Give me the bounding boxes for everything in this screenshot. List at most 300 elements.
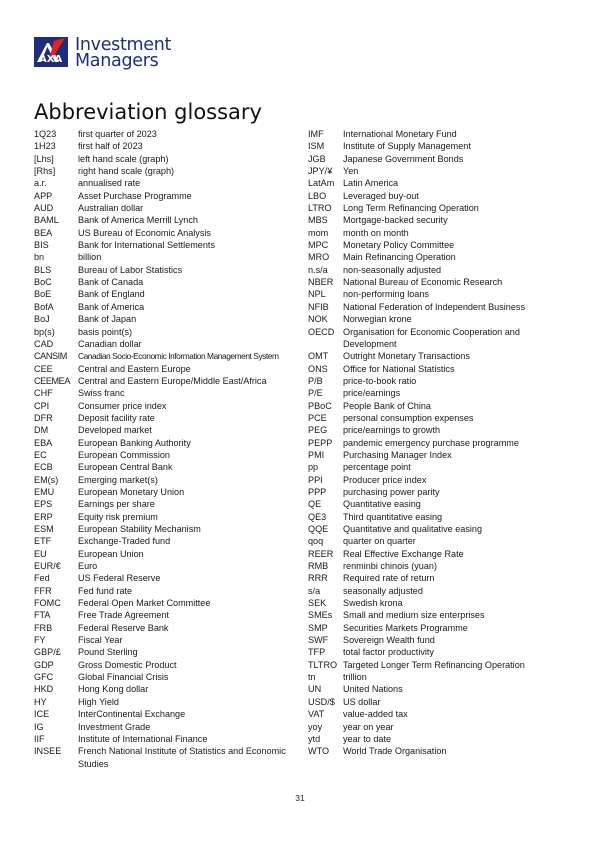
- glossary-definition: Quantitative easing: [343, 499, 421, 510]
- glossary-definition: Bank of Canada: [78, 277, 144, 288]
- glossary-abbreviation: CEE: [34, 363, 53, 374]
- glossary-abbreviation: EPS: [34, 499, 53, 510]
- glossary-definition: annualised rate: [78, 178, 141, 189]
- glossary-definition: Free Trade Agreement: [78, 610, 169, 621]
- glossary-abbreviation: MRO: [308, 252, 330, 263]
- glossary-abbreviation: UN: [308, 684, 322, 695]
- glossary-entry: [34, 733, 294, 745]
- glossary-abbreviation: NFIB: [308, 301, 329, 312]
- glossary-abbreviation: IIF: [34, 733, 45, 744]
- glossary-abbreviation: BIS: [34, 240, 49, 251]
- glossary-abbreviation: USD/$: [308, 696, 335, 707]
- glossary-definition: Pound Sterling: [78, 647, 138, 658]
- glossary-definition: Institute of Supply Management: [343, 141, 471, 152]
- glossary-entry: [308, 659, 570, 671]
- glossary-entry: [308, 412, 570, 424]
- glossary-abbreviation: CANSIM: [34, 351, 67, 362]
- glossary-definition: US dollar: [343, 696, 381, 707]
- glossary-definition: Purchasing Manager Index: [343, 449, 452, 460]
- glossary-abbreviation: NBER: [308, 277, 334, 288]
- glossary-definition: seasonally adjusted: [343, 585, 423, 596]
- glossary-abbreviation: ETF: [34, 536, 52, 547]
- glossary-definition: Sovereign Wealth fund: [343, 635, 435, 646]
- glossary-entry: [308, 535, 570, 547]
- glossary-definition: Producer price index: [343, 474, 427, 485]
- glossary-entry: [34, 523, 294, 535]
- glossary-abbreviation: CPI: [34, 400, 50, 411]
- glossary-definition: Euro: [78, 561, 98, 572]
- glossary-definition: InterContinental Exchange: [78, 709, 186, 720]
- glossary-definition: purchasing power parity: [343, 486, 440, 497]
- glossary-entry: [308, 400, 570, 412]
- glossary-abbreviation: MPC: [308, 240, 329, 251]
- glossary-abbreviation: QE3: [308, 511, 327, 522]
- glossary-entry: [34, 288, 294, 300]
- glossary-abbreviation: P/B: [308, 375, 323, 386]
- glossary-entry: [308, 511, 570, 523]
- glossary-entry: [308, 375, 570, 387]
- glossary-abbreviation: [Rhs]: [34, 166, 56, 177]
- glossary-abbreviation: Fed: [34, 573, 50, 584]
- glossary-entry: [308, 177, 570, 189]
- glossary-abbreviation: EBA: [34, 437, 53, 448]
- glossary-entry: [34, 214, 294, 226]
- glossary-entry: [34, 387, 294, 399]
- glossary-definition: Swiss franc: [78, 388, 125, 399]
- glossary-abbreviation: BEA: [34, 227, 53, 238]
- glossary-entry: [34, 350, 294, 362]
- glossary-entry: [34, 375, 294, 387]
- glossary-entry: [308, 683, 570, 695]
- glossary-definition: Federal Open Market Committee: [78, 598, 211, 609]
- glossary-definition: Fed fund rate: [78, 585, 133, 596]
- glossary-entry: [308, 326, 570, 351]
- glossary-abbreviation: CAD: [34, 338, 54, 349]
- glossary-definition: European Union: [78, 548, 144, 559]
- glossary-right-column: [308, 128, 570, 758]
- glossary-abbreviation: GDP: [34, 659, 54, 670]
- glossary-definition: Institute of International Finance: [78, 733, 208, 744]
- glossary-definition: International Monetary Fund: [343, 129, 457, 139]
- glossary-entry: [34, 424, 294, 436]
- glossary-entry: [308, 313, 570, 325]
- glossary-entry: [308, 671, 570, 683]
- glossary-entry: [308, 646, 570, 658]
- glossary-entry: [308, 350, 570, 362]
- glossary-definition: Small and medium size enterprises: [343, 610, 485, 621]
- glossary-abbreviation: bn: [34, 252, 45, 263]
- glossary-definition: European Monetary Union: [78, 486, 185, 497]
- glossary-abbreviation: OECD: [308, 326, 335, 337]
- glossary-abbreviation: PBoC: [308, 400, 332, 411]
- glossary-definition: first quarter of 2023: [78, 129, 157, 139]
- glossary-entry: [308, 585, 570, 597]
- glossary-definition: Fiscal Year: [78, 635, 123, 646]
- glossary-definition: Earnings per share: [78, 499, 155, 510]
- glossary-entry: [34, 745, 294, 770]
- glossary-entry: [34, 560, 294, 572]
- glossary-abbreviation: OMT: [308, 351, 329, 362]
- glossary-definition: Japanese Government Bonds: [343, 153, 464, 164]
- glossary-abbreviation: LBO: [308, 190, 327, 201]
- glossary-definition: left hand scale (graph): [78, 153, 169, 164]
- glossary-definition: Norwegian krone: [343, 314, 412, 325]
- glossary-definition: Bank of England: [78, 289, 145, 300]
- glossary-abbreviation: ICE: [34, 709, 50, 720]
- glossary-abbreviation: FTA: [34, 610, 51, 621]
- glossary-definition: percentage point: [343, 462, 411, 473]
- glossary-abbreviation: LTRO: [308, 203, 332, 214]
- glossary-definition: Gross Domestic Product: [78, 659, 177, 670]
- glossary-definition: price/earnings: [343, 388, 401, 399]
- glossary-entry: [34, 153, 294, 165]
- glossary-abbreviation: ESM: [34, 524, 54, 534]
- glossary-abbreviation: JPY/¥: [308, 166, 333, 177]
- glossary-abbreviation: a.r.: [34, 178, 47, 189]
- glossary-entry: [308, 486, 570, 498]
- glossary-entry: [308, 572, 570, 584]
- glossary-entry: [34, 696, 294, 708]
- glossary-abbreviation: NPL: [308, 289, 326, 300]
- glossary-entry: [308, 437, 570, 449]
- glossary-entry: [34, 165, 294, 177]
- glossary-definition: total factor productivity: [343, 647, 434, 658]
- glossary-abbreviation: RRR: [308, 573, 328, 584]
- glossary-entry: [308, 251, 570, 263]
- glossary-abbreviation: BoJ: [34, 314, 50, 325]
- glossary-definition: People Bank of China: [343, 400, 431, 411]
- glossary-entry: [34, 646, 294, 658]
- glossary-definition: Australian dollar: [78, 203, 144, 214]
- glossary-definition: Central and Eastern Europe: [78, 363, 191, 374]
- glossary-entry: [308, 560, 570, 572]
- glossary-entry: [308, 733, 570, 745]
- glossary-entry: [34, 498, 294, 510]
- glossary-definition: Developed market: [78, 425, 152, 436]
- glossary-definition: European Commission: [78, 449, 170, 460]
- glossary-abbreviation: BAML: [34, 215, 59, 226]
- glossary-abbreviation: CHF: [34, 388, 53, 399]
- glossary-entry: [308, 264, 570, 276]
- glossary-definition: European Stability Mechanism: [78, 524, 201, 534]
- glossary-abbreviation: SMEs: [308, 610, 333, 621]
- glossary-definition: Long Term Refinancing Operation: [343, 203, 479, 214]
- glossary-abbreviation: FRB: [34, 622, 53, 633]
- glossary-abbreviation: FFR: [34, 585, 52, 596]
- glossary-definition: Bank for International Settlements: [78, 240, 215, 251]
- glossary-entry: [308, 227, 570, 239]
- glossary-definition: value-added tax: [343, 709, 408, 720]
- glossary-definition: Federal Reserve Bank: [78, 622, 169, 633]
- glossary-abbreviation: 1Q23: [34, 129, 57, 139]
- glossary-abbreviation: MBS: [308, 215, 328, 226]
- glossary-abbreviation: IMF: [308, 129, 324, 139]
- glossary-abbreviation: TFP: [308, 647, 326, 658]
- glossary-abbreviation: EMU: [34, 486, 55, 497]
- glossary-definition: Central and Eastern Europe/Middle East/Africa: [78, 375, 267, 386]
- glossary-abbreviation: INSEE: [34, 746, 62, 757]
- glossary-abbreviation: [Lhs]: [34, 153, 54, 164]
- glossary-abbreviation: TLTRO: [308, 659, 338, 670]
- glossary-abbreviation: GFC: [34, 672, 54, 683]
- glossary-abbreviation: EUR/€: [34, 561, 61, 572]
- glossary-abbreviation: pp: [308, 462, 319, 473]
- glossary-definition: Bank of America: [78, 301, 145, 312]
- glossary-abbreviation: ERP: [34, 511, 53, 522]
- glossary-definition: Monetary Policy Committee: [343, 240, 455, 251]
- glossary-entry: [34, 227, 294, 239]
- glossary-entry: [34, 190, 294, 202]
- glossary-entry: [308, 214, 570, 226]
- glossary-abbreviation: SEK: [308, 598, 327, 609]
- glossary-abbreviation: PEPP: [308, 437, 333, 448]
- glossary-definition: European Banking Authority: [78, 437, 191, 448]
- glossary-entry: [308, 461, 570, 473]
- glossary-entry: [34, 535, 294, 547]
- glossary-entry: [308, 363, 570, 375]
- glossary-definition: personal consumption expenses: [343, 412, 474, 423]
- glossary-abbreviation: FY: [34, 635, 46, 646]
- glossary-definition: Exchange-Traded fund: [78, 536, 171, 547]
- glossary-abbreviation: EU: [34, 548, 47, 559]
- glossary-definition: Bank of Japan: [78, 314, 137, 325]
- glossary-definition: quarter on quarter: [343, 536, 416, 547]
- glossary-definition: Mortgage-backed security: [343, 215, 448, 226]
- glossary-entry: [34, 548, 294, 560]
- glossary-entry: [308, 140, 570, 152]
- glossary-entry: [308, 548, 570, 560]
- glossary-left-column: [34, 128, 294, 770]
- glossary-entry: [34, 585, 294, 597]
- glossary-definition: Organisation for Economic Cooperation and Development: [343, 326, 520, 349]
- glossary-abbreviation: PCE: [308, 412, 327, 423]
- glossary-entry: [308, 288, 570, 300]
- glossary-entry: [34, 264, 294, 276]
- glossary-definition: United Nations: [343, 684, 403, 695]
- glossary-entry: [34, 239, 294, 251]
- glossary-definition: Bureau of Labor Statistics: [78, 264, 183, 275]
- glossary-definition: price-to-book ratio: [343, 375, 417, 386]
- glossary-entry: [34, 474, 294, 486]
- glossary-abbreviation: JGB: [308, 153, 326, 164]
- glossary-definition: Main Refinancing Operation: [343, 252, 456, 263]
- glossary-entry: [34, 721, 294, 733]
- glossary-abbreviation: DM: [34, 425, 49, 436]
- glossary-definition: year on year: [343, 721, 394, 732]
- glossary-definition: Swedish krona: [343, 598, 403, 609]
- glossary-entry: [34, 251, 294, 263]
- glossary-abbreviation: REER: [308, 548, 334, 559]
- glossary-entry: [34, 412, 294, 424]
- glossary-abbreviation: s/a: [308, 585, 321, 596]
- glossary-abbreviation: ISM: [308, 141, 325, 152]
- glossary-entry: [34, 659, 294, 671]
- glossary-definition: Hong Kong dollar: [78, 684, 149, 695]
- glossary-entry: [308, 202, 570, 214]
- glossary-abbreviation: NOK: [308, 314, 328, 325]
- glossary-definition: price/earnings to growth: [343, 425, 441, 436]
- glossary-definition: Leveraged buy-out: [343, 190, 419, 201]
- glossary-definition: Securities Markets Programme: [343, 622, 468, 633]
- glossary-definition: Canadian dollar: [78, 338, 142, 349]
- glossary-definition: renminbi chinois (yuan): [343, 561, 438, 572]
- glossary-abbreviation: RMB: [308, 561, 329, 572]
- glossary-definition: non-performing loans: [343, 289, 429, 300]
- glossary-abbreviation: HKD: [34, 684, 54, 695]
- glossary-abbreviation: ONS: [308, 363, 328, 374]
- glossary-abbreviation: GBP/£: [34, 647, 61, 658]
- glossary-entry: [308, 498, 570, 510]
- glossary-abbreviation: ECB: [34, 462, 53, 473]
- glossary-entry: [308, 745, 570, 757]
- glossary-definition: Bank of America Merrill Lynch: [78, 215, 198, 226]
- glossary-entry: [34, 400, 294, 412]
- glossary-entry: [34, 708, 294, 720]
- glossary-abbreviation: yoy: [308, 721, 323, 732]
- glossary-entry: [308, 276, 570, 288]
- glossary-entry: [34, 511, 294, 523]
- glossary-abbreviation: BoE: [34, 289, 52, 300]
- glossary-definition: World Trade Organisation: [343, 746, 447, 757]
- glossary-abbreviation: HY: [34, 696, 47, 707]
- glossary-definition: Latin America: [343, 178, 399, 189]
- glossary-definition: basis point(s): [78, 326, 133, 337]
- glossary-entry: [34, 301, 294, 313]
- glossary-entry: [34, 437, 294, 449]
- glossary-definition: Required rate of return: [343, 573, 435, 584]
- glossary-entry: [308, 301, 570, 313]
- glossary-entry: [34, 276, 294, 288]
- glossary-entry: [34, 461, 294, 473]
- glossary-entry: [34, 140, 294, 152]
- glossary-abbreviation: SMP: [308, 622, 328, 633]
- glossary-entry: [34, 572, 294, 584]
- glossary-entry: [34, 313, 294, 325]
- glossary-abbreviation: DFR: [34, 412, 53, 423]
- glossary-abbreviation: mom: [308, 227, 329, 238]
- page-title: Abbreviation glossary: [34, 100, 262, 124]
- glossary-abbreviation: AUD: [34, 203, 54, 214]
- glossary-entry: [308, 721, 570, 733]
- glossary-definition: pandemic emergency purchase programme: [343, 437, 519, 448]
- glossary-definition: first half of 2023: [78, 141, 143, 152]
- glossary-abbreviation: QQE: [308, 524, 329, 534]
- glossary-entry: [34, 177, 294, 189]
- glossary-entry: [34, 609, 294, 621]
- glossary-definition: Targeted Longer Term Refinancing Operation: [343, 659, 525, 670]
- glossary-entry: [34, 326, 294, 338]
- glossary-abbreviation: IG: [34, 721, 44, 732]
- glossary-abbreviation: BoC: [34, 277, 52, 288]
- glossary-entry: [308, 622, 570, 634]
- glossary-entry: [308, 449, 570, 461]
- glossary-entry: [34, 202, 294, 214]
- glossary-entry: [308, 696, 570, 708]
- glossary-abbreviation: PMI: [308, 449, 325, 460]
- glossary-abbreviation: SWF: [308, 635, 329, 646]
- glossary-abbreviation: n.s/a: [308, 264, 328, 275]
- glossary-definition: Investment Grade: [78, 721, 151, 732]
- glossary-definition: right hand scale (graph): [78, 166, 175, 177]
- glossary-entry: [308, 708, 570, 720]
- glossary-abbreviation: BofA: [34, 301, 54, 312]
- svg-text:AXA: AXA: [39, 54, 63, 65]
- glossary-definition: Office for National Statistics: [343, 363, 455, 374]
- glossary-entry: [34, 622, 294, 634]
- glossary-abbreviation: PEG: [308, 425, 328, 436]
- glossary-definition: Yen: [343, 166, 359, 177]
- glossary-entry: [34, 128, 294, 140]
- glossary-definition: Emerging market(s): [78, 474, 158, 485]
- glossary-entry: [308, 474, 570, 486]
- glossary-entry: [34, 486, 294, 498]
- glossary-abbreviation: EC: [34, 449, 47, 460]
- axa-logo: [34, 33, 172, 73]
- glossary-definition: Real Effective Exchange Rate: [343, 548, 464, 559]
- glossary-abbreviation: ytd: [308, 733, 321, 744]
- glossary-entry: [34, 363, 294, 375]
- glossary-definition: National Bureau of Economic Research: [343, 277, 503, 288]
- glossary-abbreviation: PPI: [308, 474, 323, 485]
- glossary-definition: Global Financial Crisis: [78, 672, 169, 683]
- glossary-definition: Quantitative and qualitative easing: [343, 524, 483, 534]
- glossary-definition: billion: [78, 252, 102, 263]
- glossary-abbreviation: CEEMEA: [34, 375, 71, 386]
- glossary-definition: US Bureau of Economic Analysis: [78, 227, 211, 238]
- glossary-definition: High Yield: [78, 696, 119, 707]
- brand-name-line1: Investment: [75, 35, 172, 55]
- glossary-definition: French National Institute of Statistics and Economic Studies: [78, 746, 286, 769]
- glossary-abbreviation: FOMC: [34, 598, 61, 609]
- glossary-entry: [308, 424, 570, 436]
- glossary-abbreviation: APP: [34, 190, 53, 201]
- glossary-definition: non-seasonally adjusted: [343, 264, 442, 275]
- glossary-abbreviation: EM(s): [34, 474, 59, 485]
- glossary-definition: trillion: [343, 672, 367, 683]
- glossary-definition: Consumer price index: [78, 400, 167, 411]
- glossary-abbreviation: 1H23: [34, 141, 56, 152]
- glossary-entry: [34, 597, 294, 609]
- glossary-entry: [308, 190, 570, 202]
- glossary-abbreviation: QE: [308, 499, 322, 510]
- glossary-definition: Third quantitative easing: [343, 511, 443, 522]
- glossary-entry: [34, 634, 294, 646]
- glossary-entry: [34, 671, 294, 683]
- brand-name-line2: Managers: [75, 51, 159, 71]
- glossary-entry: [34, 683, 294, 695]
- axa-logo-icon: [34, 37, 68, 67]
- glossary-definition: Deposit facility rate: [78, 412, 155, 423]
- glossary-entry: [308, 523, 570, 535]
- glossary-abbreviation: bp(s): [34, 326, 55, 337]
- glossary-entry: [308, 128, 570, 140]
- glossary-definition: Outright Monetary Transactions: [343, 351, 470, 362]
- glossary-entry: [308, 153, 570, 165]
- glossary-entry: [308, 634, 570, 646]
- glossary-abbreviation: LatAm: [308, 178, 335, 189]
- glossary-abbreviation: P/E: [308, 388, 323, 399]
- glossary-definition: National Federation of Independent Business: [343, 301, 525, 312]
- glossary-entry: [34, 449, 294, 461]
- glossary-entry: [308, 609, 570, 621]
- glossary-entry: [308, 387, 570, 399]
- glossary-definition: US Federal Reserve: [78, 573, 161, 584]
- glossary-entry: [308, 597, 570, 609]
- glossary-abbreviation: VAT: [308, 709, 325, 720]
- glossary-entry: [34, 338, 294, 350]
- glossary-abbreviation: BLS: [34, 264, 52, 275]
- glossary-definition: month on month: [343, 227, 409, 238]
